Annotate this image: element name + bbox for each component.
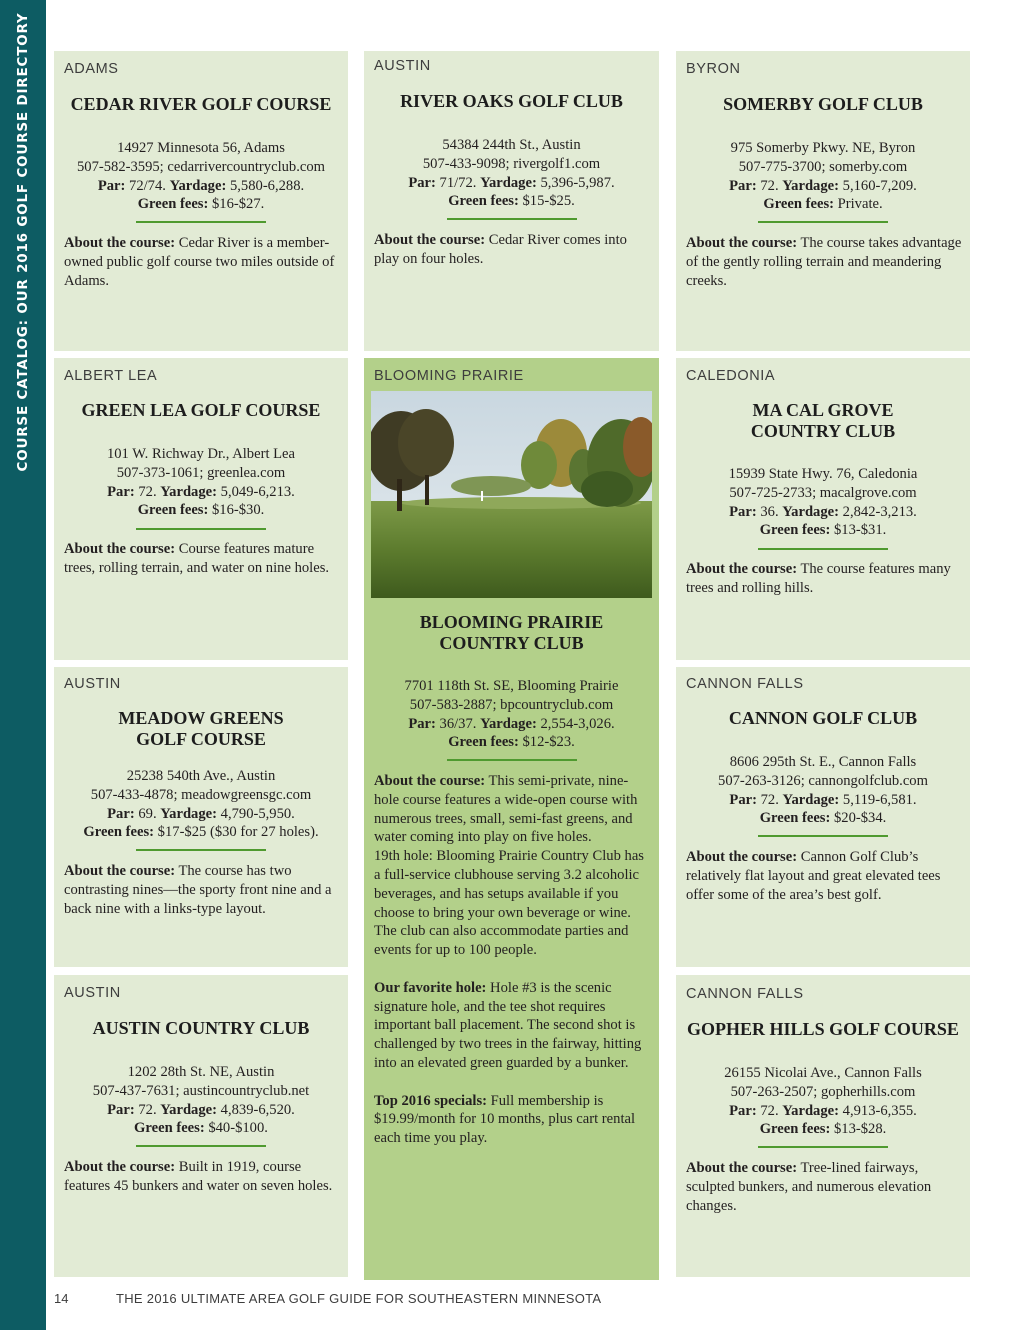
course-name: CEDAR RIVER GOLF COURSE (70, 94, 332, 114)
course-city: CALEDONIA (686, 368, 776, 384)
course-name: CANNON GOLF CLUB (728, 708, 918, 728)
divider (136, 849, 266, 851)
course-info (54, 1063, 348, 1138)
course-par-yardage: Par: 72. Yardage: 4,839-6,520. (107, 1101, 295, 1118)
course-green-fees: Green fees: $15-$25. (448, 193, 575, 210)
course-city: CANNON FALLS (686, 986, 804, 1002)
course-city: AUSTIN (374, 58, 431, 74)
course-name: RIVER OAKS GOLF CLUB (400, 91, 623, 111)
course-about: About the course: The course features many trees and rolling hills. (686, 561, 951, 596)
course-name: GOPHER HILLS GOLF COURSE (687, 1019, 959, 1039)
course-city: ALBERT LEA (64, 368, 158, 384)
course-contact: 507-582-3595; cedarrivercountryclub.com (76, 158, 325, 175)
course-contact: 507-437-7631; austincountryclub.net (92, 1082, 310, 1099)
course-name-line2: GOLF COURSE (136, 728, 266, 749)
course-green-fees: Green fees: $13-$31. (759, 522, 887, 539)
course-contact: 507-725-2733; macalgrove.com (729, 484, 917, 501)
course-address: 7701 118th St. SE, Blooming Prairie (404, 678, 619, 694)
course-about: About the course: Course features mature trees, rolling terrain, and water on nine holes. (64, 541, 330, 576)
course-par-yardage: Par: 71/72. Yardage: 5,396-5,987. (408, 174, 615, 191)
course-city: BYRON (686, 61, 741, 77)
course-name (364, 612, 659, 653)
course-par-yardage: Par: 72/74. Yardage: 5,580-6,288. (97, 177, 305, 194)
course-par-yardage: Par: 72. Yardage: 5,160-7,209. (729, 177, 917, 194)
course-about: About the course: Cedar River is a member-owned public golf course two miles outside of Adams. (64, 235, 335, 289)
course-name: SOMERBY GOLF CLUB (723, 94, 923, 114)
golf-course-photo-image (371, 391, 652, 598)
course-about-text: About the course: This semi-private, nine-hole course features a wide-open course with numerous trees, small, semi-fast greens, and water coming into play on five holes. (374, 773, 638, 846)
course-name-line1: BLOOMING PRAIRIE (419, 612, 604, 632)
course-about: About the course: Cedar River comes into play on four holes. (374, 232, 627, 267)
divider (136, 1145, 266, 1147)
divider (136, 221, 266, 223)
course-par-yardage: Par: 36/37. Yardage: 2,554-3,026. (408, 715, 615, 732)
course-address: 1202 28th St. NE, Austin (127, 1064, 275, 1080)
course-photo (371, 391, 652, 598)
course-info (54, 767, 348, 842)
sidebar-title: COURSE CATALOG: OUR 2016 GOLF COURSE DIRECTORY (15, 12, 31, 472)
course-card-somerby (676, 51, 970, 351)
course-city: BLOOMING PRAIRIE (374, 368, 524, 384)
course-green-fees: Green fees: $17-$25 ($30 for 27 holes). (83, 824, 319, 841)
course-info (364, 136, 659, 211)
course-name (54, 708, 348, 749)
nineteenth-hole-text: 19th hole: Blooming Prairie Country Club has a full-service clubhouse serving 3.2 alcoholic beverages, and has setups available if you choose to bring your own beverage or wine. The club can also accommodate parties and events for up to 100 people. (374, 848, 644, 959)
course-card-green-lea (54, 358, 348, 660)
course-par-yardage: Par: 69. Yardage: 4,790-5,950. (107, 805, 295, 822)
course-address: 54384 244th St., Austin (442, 137, 581, 153)
course-address: 8606 295th St. E., Cannon Falls (729, 754, 917, 770)
course-par-yardage: Par: 72. Yardage: 5,049-6,213. (107, 483, 295, 500)
course-card-gopher-hills (676, 975, 970, 1277)
course-green-fees: Green fees: $16-$30. (137, 502, 265, 519)
course-card-meadow-greens (54, 667, 348, 967)
course-contact: 507-583-2887; bpcountryclub.com (409, 696, 614, 713)
course-info (676, 753, 970, 828)
sidebar-band (0, 0, 46, 1330)
favorite-hole-text: Our favorite hole: Hole #3 is the scenic signature hole, and the tee shot requires important ball placement. The second shot is challenged by two trees in the fairway, hitting into an elevated green guarded by a bunker. (374, 979, 642, 1071)
course-contact: 507-373-1061; greenlea.com (116, 464, 286, 481)
page-number: 14 (54, 1291, 69, 1306)
course-name-line2: COUNTRY CLUB (750, 420, 896, 441)
course-green-fees: Green fees: $13-$28. (759, 1121, 887, 1138)
course-city: ADAMS (64, 61, 119, 77)
course-contact: 507-433-9098; rivergolf1.com (422, 155, 601, 172)
course-about (374, 772, 651, 1148)
course-name (676, 400, 970, 441)
course-address: 14927 Minnesota 56, Adams (117, 140, 285, 156)
course-par-yardage: Par: 72. Yardage: 4,913-6,355. (729, 1102, 917, 1119)
course-card-blooming-prairie (364, 358, 659, 1280)
divider (447, 218, 577, 220)
course-about: About the course: The course has two contrasting nines—the sporty front nine and a back nine with a links-type layout. (64, 863, 332, 917)
divider (758, 1146, 888, 1148)
course-par-yardage: Par: 72. Yardage: 5,119-6,581. (729, 791, 917, 808)
divider (758, 548, 888, 550)
course-contact: 507-263-2507; gopherhills.com (730, 1083, 916, 1100)
course-card-cannon (676, 667, 970, 967)
course-name-line2: COUNTRY CLUB (439, 632, 584, 653)
course-name: GREEN LEA GOLF COURSE (81, 400, 321, 420)
footer-title: THE 2016 ULTIMATE AREA GOLF GUIDE FOR SOUTHEASTERN MINNESOTA (116, 1291, 602, 1306)
course-info (54, 139, 348, 214)
course-name-line1: MEADOW GREENS (118, 708, 284, 728)
course-address: 25238 540th Ave., Austin (126, 768, 276, 784)
course-info (676, 139, 970, 214)
divider (136, 528, 266, 530)
course-address: 15939 State Hwy. 76, Caledonia (728, 466, 918, 482)
course-about: About the course: Built in 1919, course features 45 bunkers and water on seven holes. (64, 1159, 333, 1194)
course-city: AUSTIN (64, 676, 121, 692)
course-info (676, 1064, 970, 1139)
course-info (54, 445, 348, 520)
course-info (676, 465, 970, 540)
course-par-yardage: Par: 36. Yardage: 2,842-3,213. (729, 503, 917, 520)
divider (447, 759, 577, 761)
course-contact: 507-433-4878; meadowgreensgc.com (90, 786, 312, 803)
divider (758, 835, 888, 837)
course-about: About the course: The course takes advantage of the gently rolling terrain and meandering creeks. (686, 235, 962, 289)
course-about: About the course: Tree-lined fairways, sculpted bunkers, and numerous elevation changes. (686, 1160, 932, 1214)
course-city: CANNON FALLS (686, 676, 804, 692)
course-address: 975 Somerby Pkwy. NE, Byron (730, 140, 916, 156)
course-name: AUSTIN COUNTRY CLUB (92, 1018, 310, 1038)
specials-text: Top 2016 specials: Full membership is $19.99/month for 10 months, plus cart rental each time you play. (374, 1092, 636, 1147)
course-name-line1: MA CAL GROVE (752, 400, 894, 420)
course-city: AUSTIN (64, 985, 121, 1001)
course-green-fees: Green fees: $16-$27. (137, 196, 265, 213)
course-about: About the course: Cannon Golf Club’s relatively flat layout and great elevated tees offer some of the area’s best golf. (686, 849, 941, 903)
course-contact: 507-263-3126; cannongolfclub.com (718, 772, 928, 789)
course-card-river-oaks (364, 51, 659, 351)
course-card-austin-cc (54, 975, 348, 1277)
course-green-fees: Green fees: Private. (763, 196, 883, 213)
divider (758, 221, 888, 223)
course-info (364, 677, 659, 752)
course-card-ma-cal-grove (676, 358, 970, 660)
course-address: 101 W. Richway Dr., Albert Lea (106, 446, 296, 462)
course-green-fees: Green fees: $40-$100. (134, 1120, 268, 1137)
course-green-fees: Green fees: $20-$34. (759, 810, 887, 827)
course-green-fees: Green fees: $12-$23. (448, 734, 575, 751)
course-address: 26155 Nicolai Ave., Cannon Falls (724, 1065, 922, 1081)
course-card-cedar-river (54, 51, 348, 351)
course-contact: 507-775-3700; somerby.com (738, 158, 908, 175)
